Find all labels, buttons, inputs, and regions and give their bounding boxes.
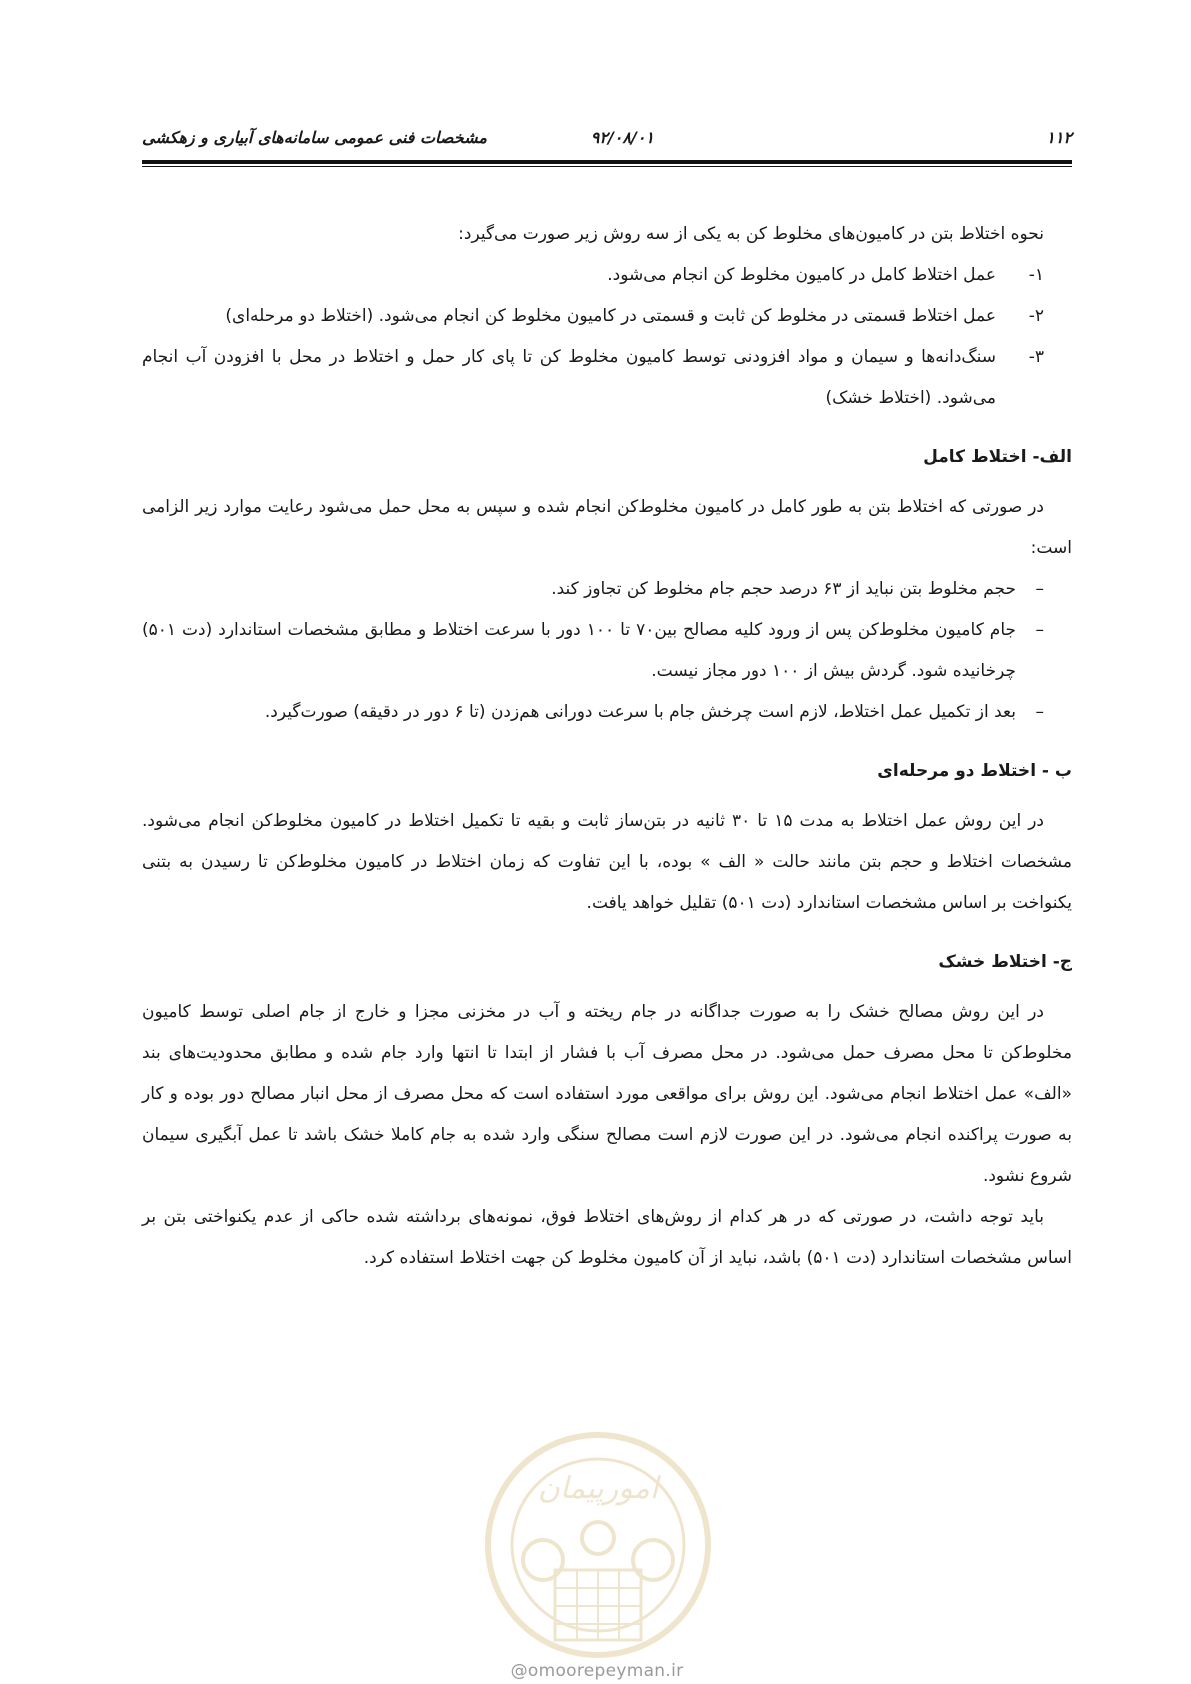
section-b-paragraph: در این روش عمل اختلاط به مدت ۱۵ تا ۳۰ ثانیه در بتن‌ساز ثابت و بقیه تا تکمیل اختلاط در کامیون مخلوط‌کن انجام می‌شود. مشخصات اختلاط و حجم بتن مانند حالت « الف » بوده، با این تفاوت که زمان اختلاط در کامیون مخلوط‌کن تا رسیدن به بتنی یکنواخت بر اساس مشخصات استاندارد (دت ۵۰۱) تقلیل خواهد یافت. — [142, 811, 1072, 913]
watermark-seal-text: امورپیمان — [537, 1471, 659, 1506]
list-marker: ۲- — [1028, 306, 1044, 326]
intro-paragraph: نحوه اختلاط بتن در کامیون‌های مخلوط کن به یکی از سه روش زیر صورت می‌گیرد: — [458, 224, 1044, 244]
document-title: مشخصات فنی عمومی سامانه‌های آبیاری و زهکشی — [142, 128, 487, 147]
page-body — [142, 214, 1072, 1279]
bullet-item: – جام کامیون مخلوط‌کن پس از ورود کلیه مصالح بین۷۰ تا ۱۰۰ دور با سرعت اختلاط و مطابق مشخصات استاندارد (دت ۵۰۱) چرخانیده شود. گردش بیش از ۱۰۰ دور مجاز نیست. — [142, 610, 1072, 692]
list-item-text: سنگ‌دانه‌ها و سیمان و مواد افزودنی توسط کامیون مخلوط کن تا پای کار حمل و اختلاط در محل با افزودن آب انجام می‌شود. (اختلاط خشک) — [142, 347, 996, 408]
header-rule-thin — [142, 166, 1072, 167]
section-a-paragraph: در صورتی که اختلاط بتن به طور کامل در کامیون مخلوط‌کن انجام شده و سپس به محل حمل می‌شود رعایت موارد زیر الزامی است: — [142, 497, 1072, 558]
section-heading-a: الف- اختلاط کامل — [923, 447, 1072, 467]
document-date: ۹۲/۰۸/۰۱ — [590, 128, 654, 147]
list-item-text: عمل اختلاط کامل در کامیون مخلوط کن انجام می‌شود. — [607, 265, 996, 285]
list-item — [142, 296, 1072, 337]
list-item-text: عمل اختلاط قسمتی در مخلوط کن ثابت و قسمتی در کامیون مخلوط کن انجام می‌شود. (اختلاط دو مرحله‌ای) — [225, 306, 996, 326]
list-item — [142, 337, 1072, 419]
section-heading-b: ب - اختلاط دو مرحله‌ای — [877, 761, 1072, 781]
closing-paragraph: باید توجه داشت، در صورتی که در هر کدام از روش‌های اختلاط فوق، نمونه‌های برداشته شده حاکی از عدم یکنواختی بتن بر اساس مشخصات استاندارد (دت ۵۰۱) باشد، نباید از آن کامیون مخلوط کن جهت اختلاط استفاده کرد. — [142, 1207, 1072, 1268]
section-a-bullets — [142, 569, 1072, 733]
list-marker: ۳- — [1028, 347, 1044, 367]
watermark-seal-icon — [473, 1420, 723, 1670]
page-number: ۱۱۲ — [1046, 128, 1072, 147]
running-header — [142, 128, 1072, 152]
bullet-item: – بعد از تکمیل عمل اختلاط، لازم است چرخش جام با سرعت دورانی هم‌زدن (تا ۶ دور در دقیقه) صورت‌گیرد. — [142, 692, 1072, 733]
header-rule — [142, 160, 1072, 164]
watermark-site: @omoorepeyman.ir — [510, 1661, 684, 1681]
list-marker: ۱- — [1028, 265, 1044, 285]
bullet-item: – حجم مخلوط بتن نباید از ۶۳ درصد حجم جام مخلوط کن تجاوز کند. — [142, 569, 1072, 610]
section-heading-c: ج- اختلاط خشک — [938, 952, 1072, 972]
list-item — [142, 255, 1072, 296]
section-c-paragraph: در این روش مصالح خشک را به صورت جداگانه در جام ریخته و آب در مخزنی مجزا و خارج از جام اصلی توسط کامیون مخلوط‌کن تا محل مصرف حمل می‌شود. در محل مصرف آب با فشار از ابتدا تا انتها وارد جام شده و مطابق محدودیت‌های بند «الف» عمل اختلاط انجام می‌شود. این روش برای مواقعی مورد استفاده است که محل مصرف از محل انبار مصالح دور بوده و کار به صورت پراکنده انجام می‌شود. در این صورت لازم است مصالح سنگی وارد شده به جام کاملا خشک باشد تا عمل آبگیری سیمان شروع نشود. — [142, 1002, 1072, 1186]
methods-list — [142, 255, 1072, 419]
